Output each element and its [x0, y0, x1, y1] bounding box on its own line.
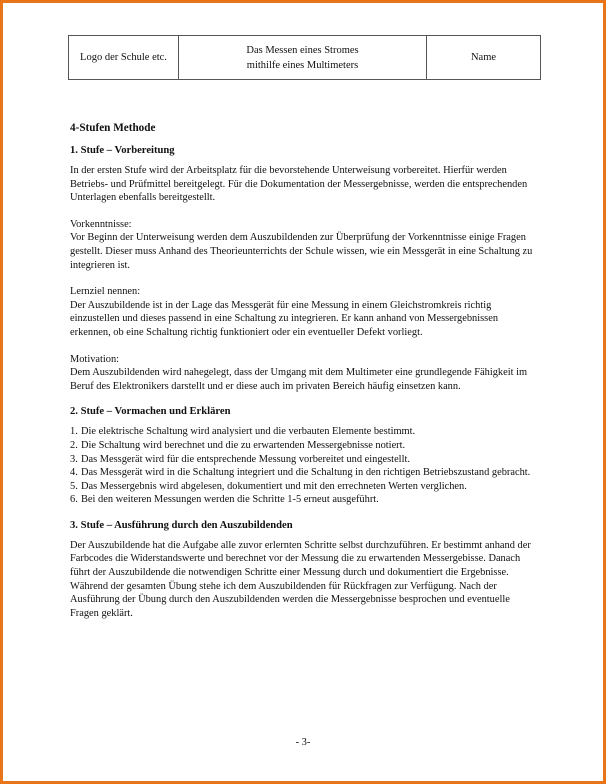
- step-number: 3.: [70, 453, 78, 465]
- list-item: [70, 480, 540, 494]
- motivation: [70, 353, 540, 394]
- page-number: - 3-: [295, 737, 311, 748]
- document-title-line2: mithilfe eines Multimeters: [246, 59, 359, 71]
- step-number: 5.: [70, 480, 78, 492]
- document-body: [70, 121, 540, 620]
- learning-goal-label: Lernziel nennen:: [70, 286, 141, 298]
- name-cell: Name: [427, 36, 541, 80]
- document-title-line1: Das Messen eines Stromes: [246, 44, 359, 56]
- stage-3: [70, 519, 540, 621]
- prior-knowledge-label: Vorkenntnisse:: [70, 218, 132, 230]
- step-text: Die elektrische Schaltung wird analysiert und die verbauten Elemente bestimmt.: [81, 426, 416, 438]
- stage-1-title: 1. Stufe – Vorbereitung: [70, 145, 175, 156]
- list-item: [70, 493, 540, 507]
- stage-1-intro: In der ersten Stufe wird der Arbeitsplatz für die bevorstehende Unterweisung vorbereitet. Hierfür werden Betriebs- und Prüfmittel bereitgelegt. Für die Dokumentation der Messergebnisse, werden die entsprechenden Unterlagen ebenfalls bereitgestellt.: [70, 165, 528, 204]
- step-text: Bei den weiteren Messungen werden die Schritte 1-5 erneut ausgeführt.: [81, 494, 379, 506]
- step-number: 4.: [70, 467, 78, 479]
- step-number: 6.: [70, 494, 78, 506]
- step-number: 2.: [70, 439, 78, 451]
- list-item: [70, 466, 540, 480]
- learning-goal: [70, 285, 540, 339]
- stage-3-title: 3. Stufe – Ausführung durch den Auszubildenden: [70, 519, 293, 531]
- header-table: [68, 35, 541, 80]
- document-title-cell: [179, 36, 427, 80]
- stage-2-steps: [70, 425, 540, 507]
- step-number: 1.: [70, 426, 78, 438]
- list-item: [70, 425, 540, 439]
- stage-3-text: Der Auszubildende hat die Aufgabe alle zuvor erlernten Schritte selbst durchzuführen. Er bestimmt anhand der Farbcodes die Widerstandswerte und berechnet vor der Messung die zu erwartenden Messergebisse. Danach führt der Auszubildende die notwendigen Schritte einer Messung durch und dokumentiert die Ergebnisse. Während der gesamten Übung stehe ich dem Auszubildenden für Rückfragen zur Verfügung. Nach der Ausführung der Übung durch den Auszubildenden werden die Messergebnisse besprochen und eventuelle Fragen geklärt.: [70, 539, 531, 619]
- list-item: [70, 439, 540, 453]
- stage-2: [70, 405, 540, 507]
- stage-1: [70, 144, 540, 393]
- step-text: Die Schaltung wird berechnet und die zu erwartenden Messergebnisse notiert.: [81, 439, 406, 451]
- motivation-text: Dem Auszubildenden wird nahegelegt, dass der Umgang mit dem Multimeter eine grundlegende Fähigkeit im Beruf des Elektronikers darstellt und er diese auch im privaten Bereich häufig einsetzen kann.: [70, 367, 528, 392]
- step-text: Das Messgerät wird für die entsprechende Messung vorbereitet und eingestellt.: [81, 453, 410, 465]
- prior-knowledge: [70, 218, 540, 272]
- motivation-label: Motivation:: [70, 353, 120, 365]
- stage-2-title: 2. Stufe – Vormachen und Erklären: [70, 406, 231, 418]
- learning-goal-text: Der Auszubildende ist in der Lage das Messgerät für eine Messung in einem Gleichstromkreis richtig einzustellen und dieses passend in eine Schaltung zu integrieren. Er kann anhand von Messergebnissen erkennen, ob eine Schaltung richtig funktioniert oder ein eventueller Defekt vorliegt.: [70, 299, 499, 338]
- step-text: Das Messergebnis wird abgelesen, dokumentiert und mit den errechneten Werten verglichen.: [81, 480, 467, 492]
- school-logo-cell: Logo der Schule etc.: [69, 36, 179, 80]
- method-title: 4-Stufen Methode: [70, 122, 156, 134]
- step-text: Das Messgerät wird in die Schaltung integriert und die Schaltung in den richtigen Betriebszustand gebracht.: [81, 467, 531, 479]
- prior-knowledge-text: Vor Beginn der Unterweisung werden dem Auszubildenden zur Überprüfung der Vorkenntnisse einige Fragen gestellt. Dieser muss Anhand des Theorieunterrichts der Schule wissen, wie ein Messgerät in eine Schaltung zu integrieren ist.: [70, 232, 533, 271]
- list-item: [70, 453, 540, 467]
